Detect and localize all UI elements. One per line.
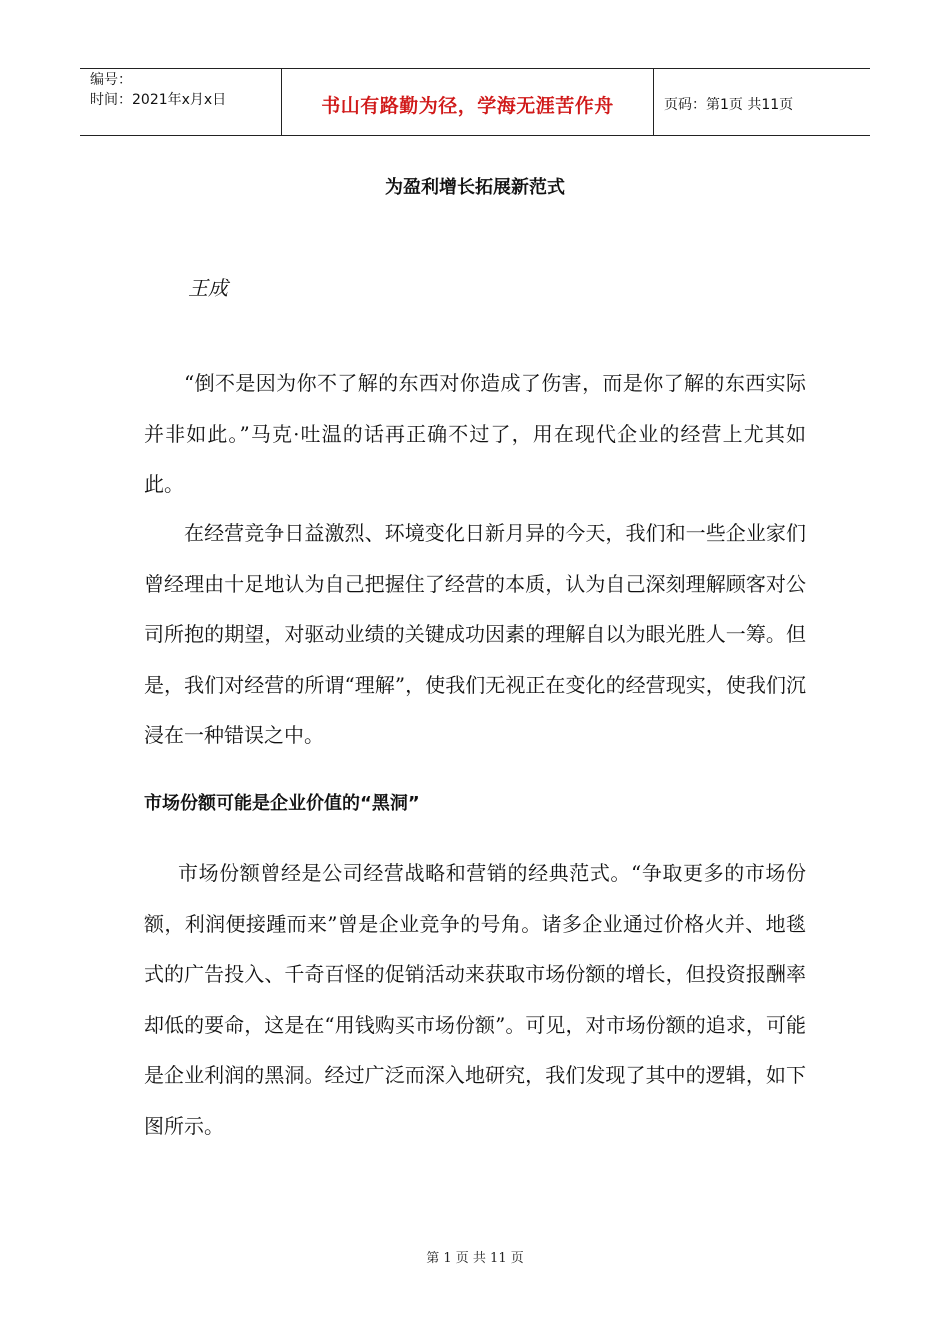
- paragraph-quote: “倒不是因为你不了解的东西对你造成了伤害，而是你了解的东西实际并非如此。”马克·吐温的话再正确不过了，用在现代企业的经营上尤其如此。: [144, 371, 806, 496]
- document-header: [80, 68, 870, 136]
- header-meta-cell: [80, 69, 281, 135]
- paragraph-intro: 在经营竞争日益激烈、环境变化日新月异的今天，我们和一些企业家们曾经理由十足地认为自己把握住了经营的本质，认为自己深刻理解顾客对公司所抱的期望，对驱动业绩的关键成功因素的理解自以为眼光胜人一筹。但是，我们对经营的所谓“理解”，使我们无视正在变化的经营现实，使我们沉浸在一种错误之中。: [144, 521, 806, 747]
- time-label: 时间：2021年x月x日: [90, 92, 227, 108]
- header-motto-cell: [281, 69, 654, 135]
- section-heading: 市场份额可能是企业价值的“黑洞”: [144, 793, 420, 814]
- header-page-cell: [654, 69, 870, 135]
- number-label: 编号：: [90, 72, 132, 88]
- header-page-info: 页码：第1页 共11页: [664, 97, 794, 113]
- paragraph-market-share: 市场份额曾经是公司经营战略和营销的经典范式。“争取更多的市场份额，利润便接踵而来”曾是企业竞争的号角。诸多企业通过价格火并、地毯式的广告投入、千奇百怪的促销活动来获取市场份额的增长，但投资报酬率却低的要命，这是在“用钱购买市场份额”。可见，对市场份额的追求，可能是企业利润的黑洞。经过广泛而深入地研究，我们发现了其中的逻辑，如下图所示。: [144, 861, 806, 1138]
- motto-text: 书山有路勤为径，学海无涯苦作舟: [321, 95, 614, 117]
- author-name: 王成: [188, 276, 228, 300]
- page-footer: 第 1 页 共 11 页: [426, 1251, 524, 1266]
- document-title: 为盈利增长拓展新范式: [385, 177, 565, 198]
